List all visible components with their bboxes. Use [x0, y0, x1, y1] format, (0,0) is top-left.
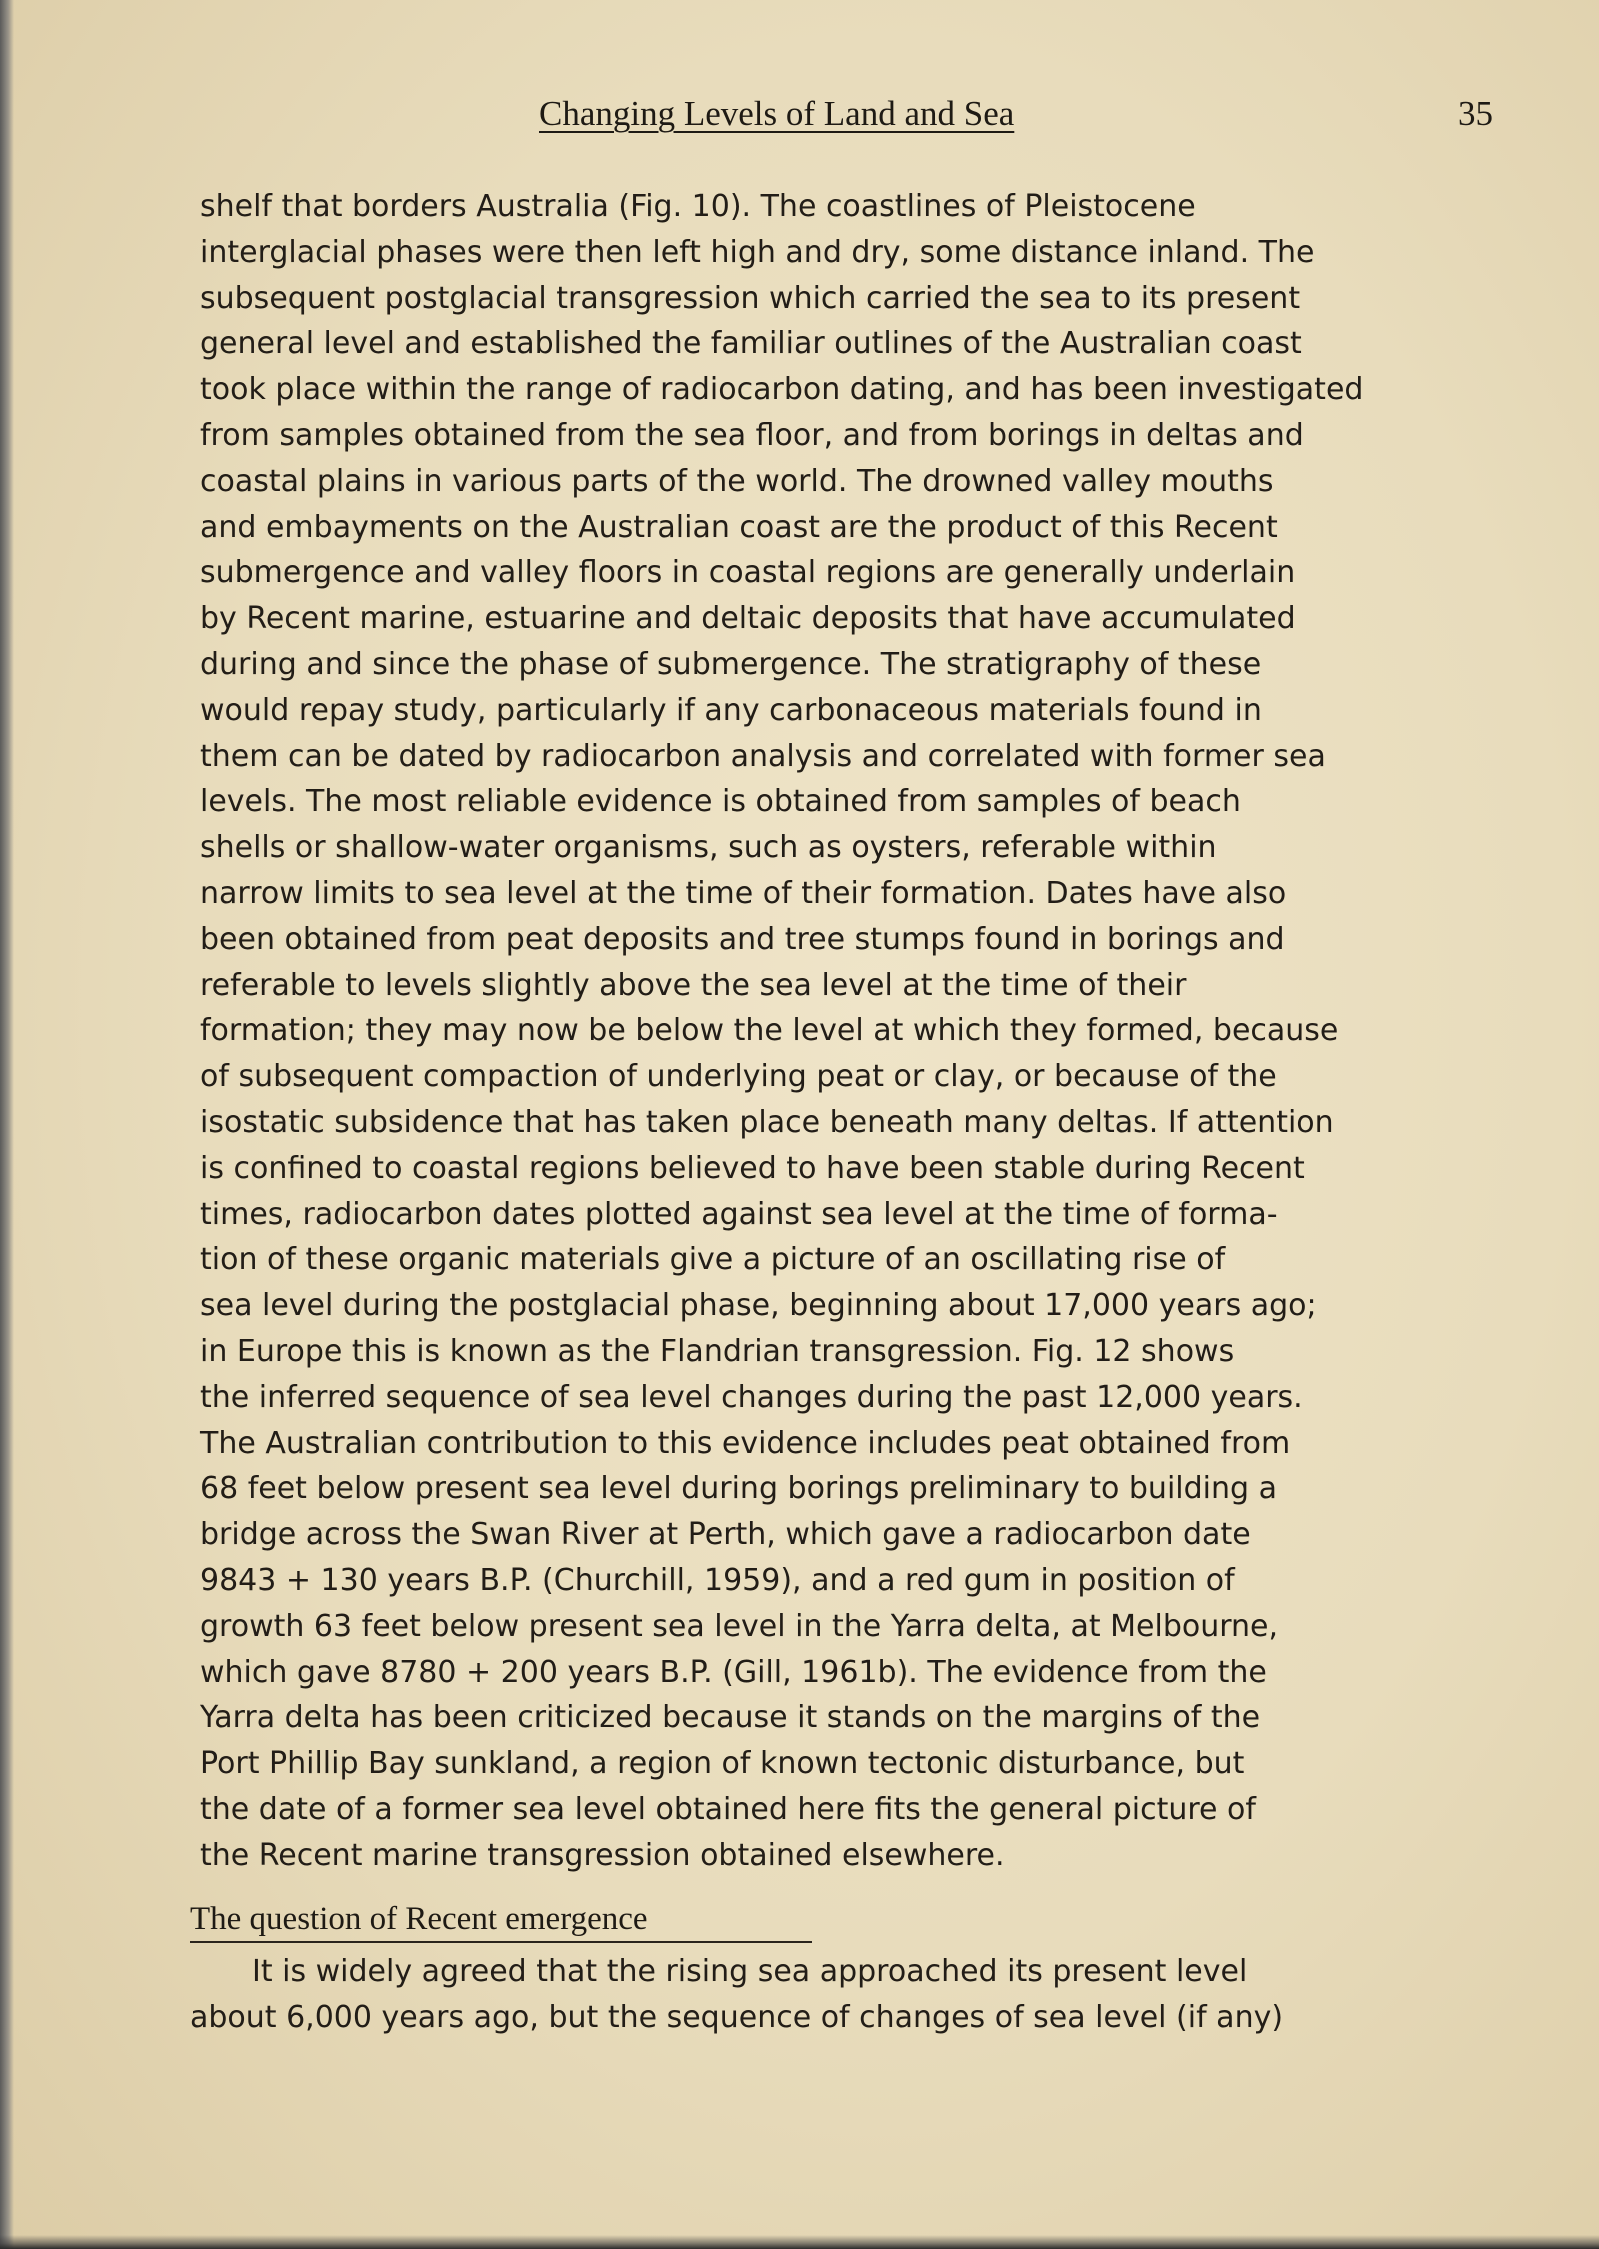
text-line: isostatic subsidence that has taken place beneath many deltas. If attention [200, 1104, 1334, 1140]
text-line: of subsequent compaction of underlying peat or clay, or because of the [200, 1059, 1277, 1095]
text-line: during and since the phase of submergence. The stratigraphy of these [200, 646, 1262, 682]
text-line: took place within the range of radiocarbon dating, and has been investigated [200, 372, 1364, 408]
text-line: is confined to coastal regions believed to have been stable during Recent [200, 1150, 1305, 1186]
text-line: tion of these organic materials give a picture of an oscillating rise of [200, 1242, 1226, 1278]
text-line: shells or shallow-water organisms, such as oysters, referable within [200, 830, 1217, 866]
body-paragraph [200, 184, 1560, 1878]
running-head [0, 94, 1599, 144]
page-gutter-shadow [0, 0, 14, 2249]
text-line: them can be dated by radiocarbon analysis and correlated with former sea [200, 738, 1326, 774]
page-number: 35 [1458, 94, 1493, 133]
text-line: general level and established the familiar outlines of the Australian coast [200, 326, 1302, 362]
text-line: and embayments on the Australian coast are the product of this Recent [200, 509, 1278, 545]
text-line: the Recent marine transgression obtained elsewhere. [200, 1837, 1005, 1873]
section-paragraph [190, 1949, 1550, 2041]
text-line: from samples obtained from the sea floor, and from borings in deltas and [200, 417, 1304, 453]
text-line: which gave 8780 + 200 years B.P. (Gill, 1961b). The evidence from the [200, 1654, 1267, 1690]
text-line: growth 63 feet below present sea level in the Yarra delta, at Melbourne, [200, 1608, 1279, 1644]
text-line: the date of a former sea level obtained here fits the general picture of [200, 1791, 1256, 1827]
section-heading: The question of Recent emergence [190, 1901, 648, 1937]
text-line: interglacial phases were then left high and dry, some distance inland. The [200, 234, 1315, 270]
text-line: coastal plains in various parts of the world. The drowned valley mouths [200, 463, 1274, 499]
text-line: sea level during the postglacial phase, beginning about 17,000 years ago; [200, 1288, 1317, 1324]
text-line: in Europe this is known as the Flandrian transgression. Fig. 12 shows [200, 1333, 1235, 1369]
running-title: Changing Levels of Land and Sea [539, 94, 1015, 133]
page-bottom-shadow [0, 2235, 1599, 2249]
text-line: It is widely agreed that the rising sea approached its present level [252, 1954, 1248, 1989]
text-line: times, radiocarbon dates plotted against sea level at the time of forma- [200, 1196, 1278, 1232]
text-line: Yarra delta has been criticized because it stands on the margins of the [200, 1700, 1261, 1736]
text-line: the inferred sequence of sea level changes during the past 12,000 years. [200, 1379, 1303, 1415]
text-line: 9843 + 130 years B.P. (Churchill, 1959), and a red gum in position of [200, 1562, 1235, 1598]
text-line: formation; they may now be below the level at which they formed, because [200, 1013, 1339, 1049]
text-line: shelf that borders Australia (Fig. 10). The coastlines of Pleistocene [200, 189, 1196, 224]
text-line: about 6,000 years ago, but the sequence of changes of sea level (if any) [190, 1999, 1284, 2035]
text-line: submergence and valley floors in coastal regions are generally underlain [200, 555, 1296, 591]
text-line: bridge across the Swan River at Perth, which gave a radiocarbon date [200, 1517, 1251, 1553]
text-line: narrow limits to sea level at the time of their formation. Dates have also [200, 875, 1287, 911]
text-line: The Australian contribution to this evidence includes peat obtained from [200, 1425, 1291, 1461]
text-line: levels. The most reliable evidence is obtained from samples of beach [200, 784, 1241, 820]
section-heading-underline [190, 1941, 812, 1943]
text-line: referable to levels slightly above the sea level at the time of their [200, 967, 1187, 1003]
text-line: subsequent postglacial transgression which carried the sea to its present [200, 280, 1301, 316]
text-line: been obtained from peat deposits and tree stumps found in borings and [200, 921, 1285, 957]
text-line: Port Phillip Bay sunkland, a region of known tectonic disturbance, but [200, 1746, 1245, 1782]
text-line: would repay study, particularly if any carbonaceous materials found in [200, 692, 1262, 728]
text-line: 68 feet below present sea level during borings preliminary to building a [200, 1471, 1277, 1507]
text-line: by Recent marine, estuarine and deltaic deposits that have accumulated [200, 601, 1296, 637]
